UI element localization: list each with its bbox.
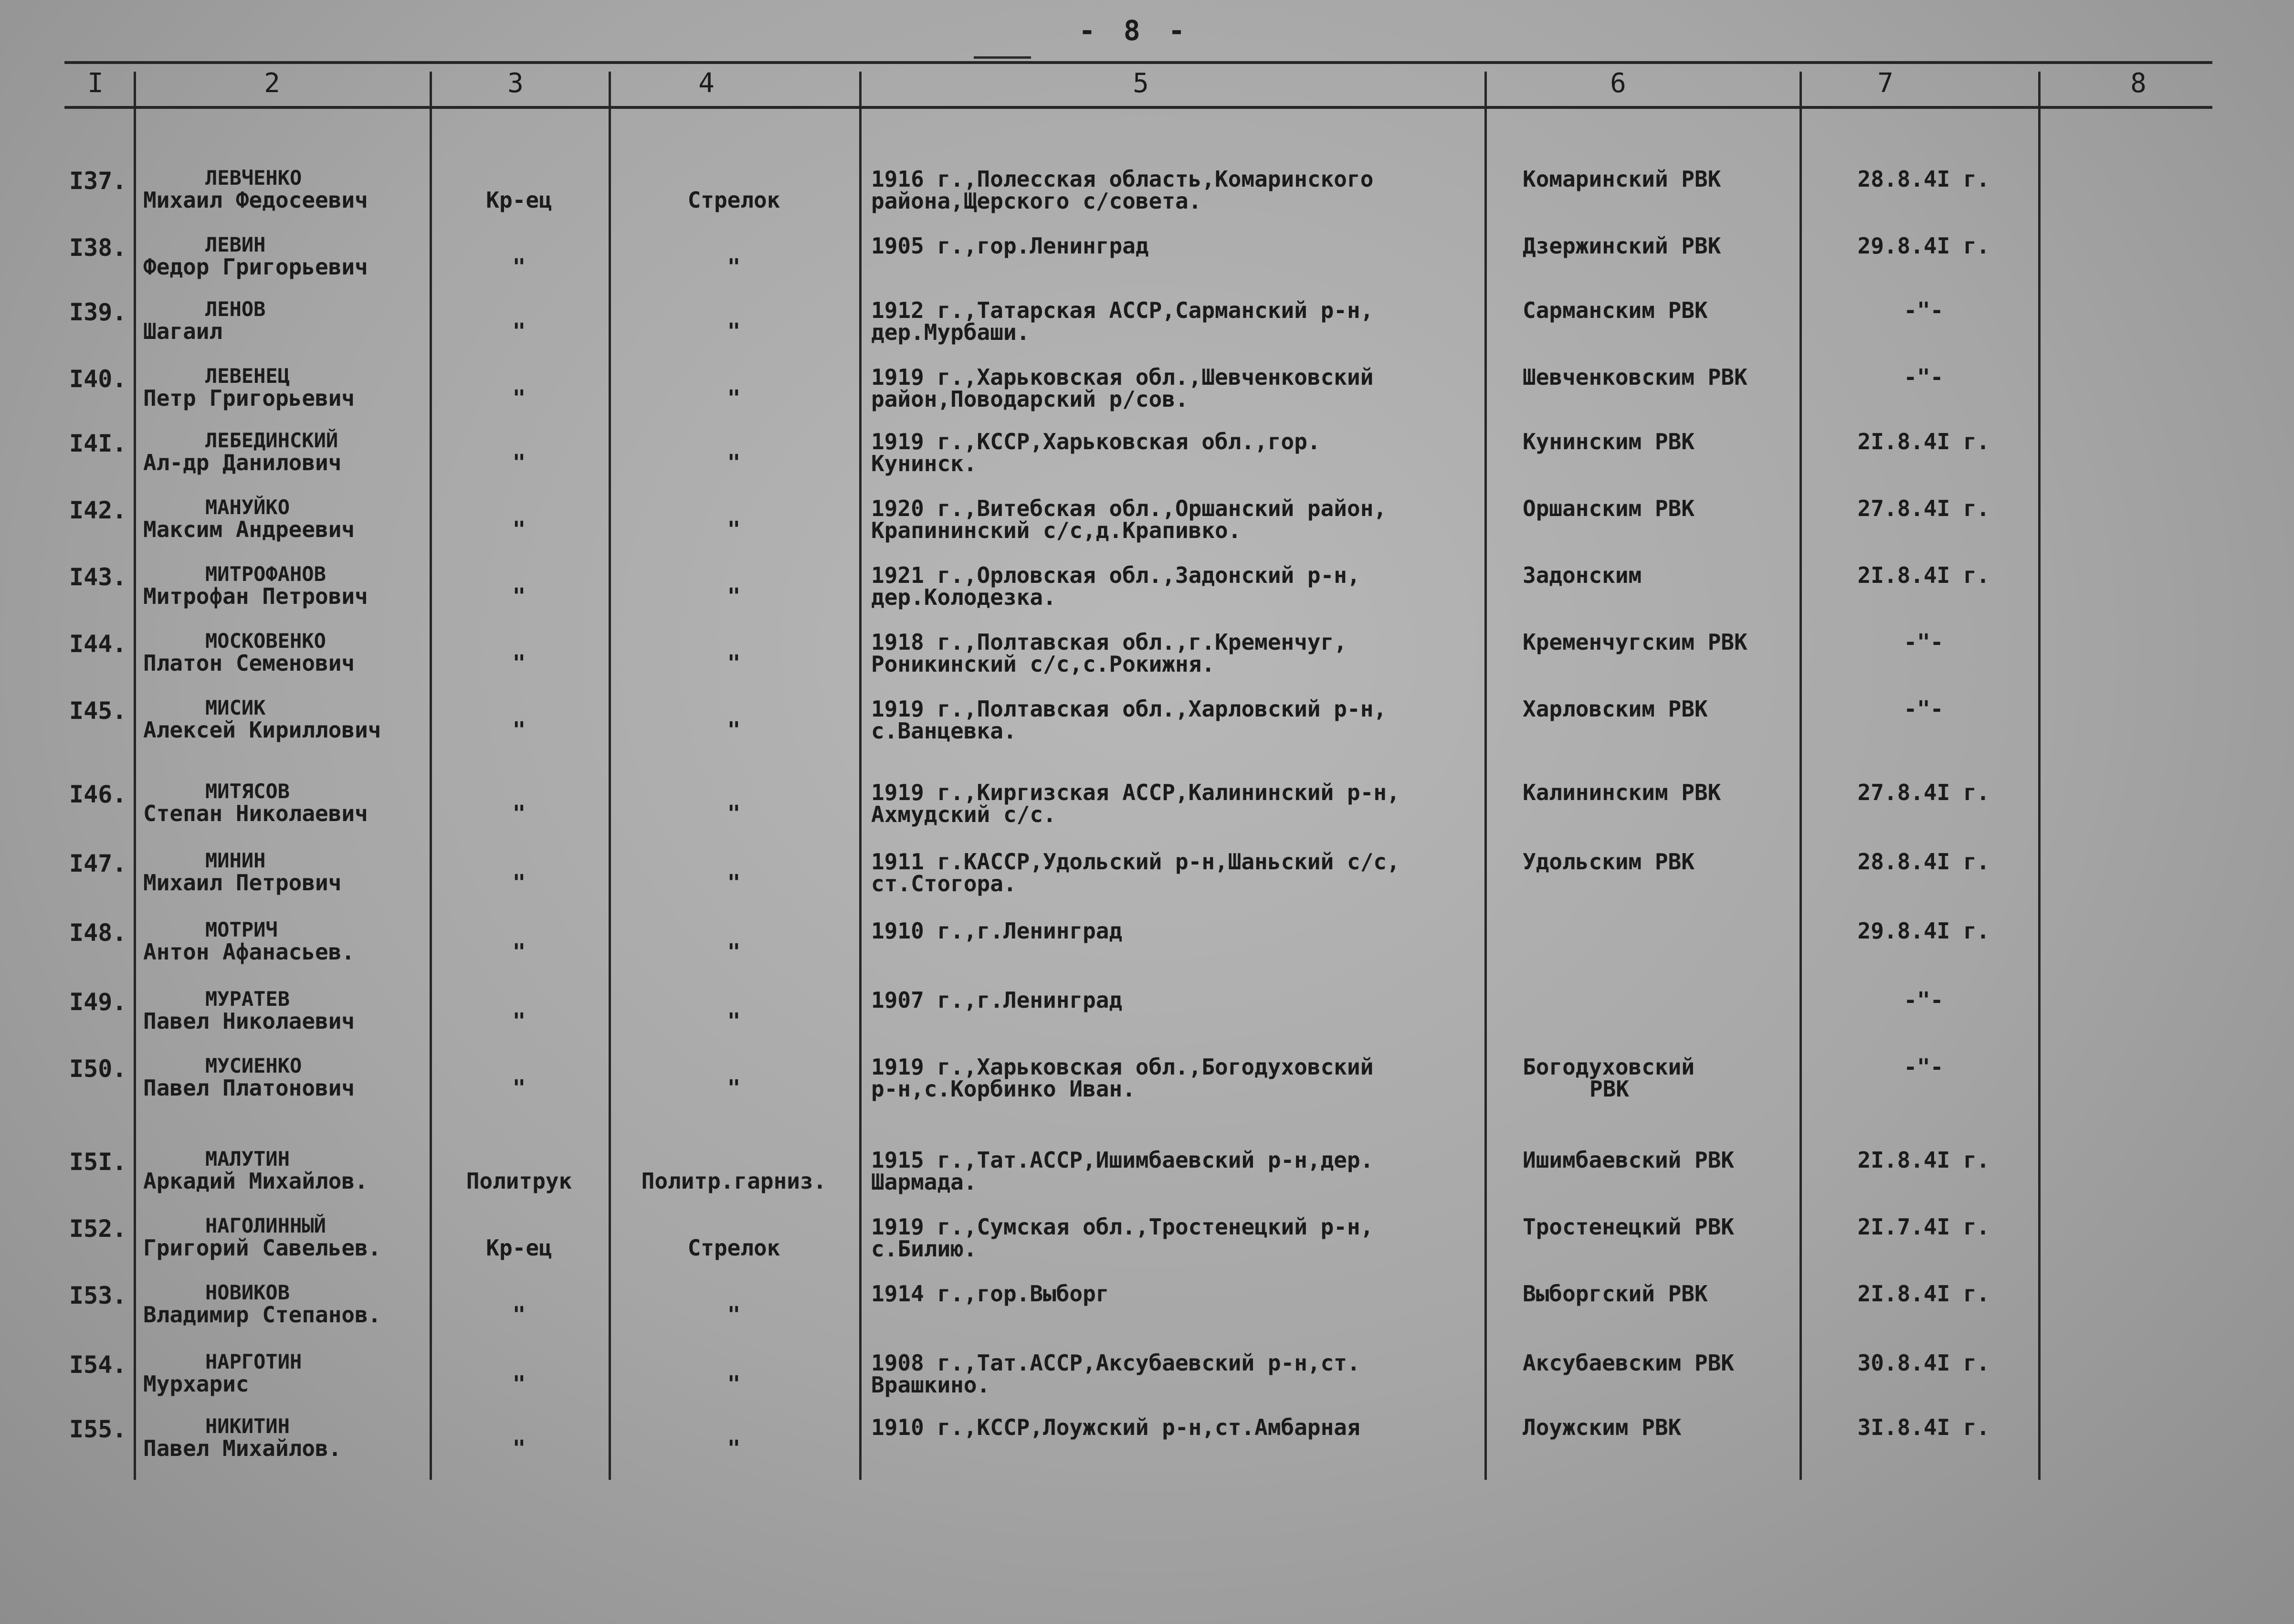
- draft-date: -"-: [1904, 1054, 1944, 1080]
- header-bottom-rule: [64, 106, 2212, 109]
- draft-date: 2I.8.4I г.: [1857, 429, 1990, 454]
- column-divider-2: [430, 72, 432, 1480]
- draft-office-line1: Калининским РВК: [1523, 780, 1721, 805]
- given-name: Владимир Степанов.: [143, 1302, 381, 1328]
- record-number: I44.: [69, 630, 127, 658]
- position: ": [727, 583, 741, 609]
- draft-date: -"-: [1904, 987, 1944, 1013]
- record-number: I49.: [69, 988, 127, 1016]
- position: ": [727, 717, 741, 743]
- birth-origin-line1: 1919 г.,Киргизская АССР,Калининский р-н,: [871, 780, 1400, 805]
- birth-origin-line1: 1921 г.,Орловская обл.,Задонский р-н,: [871, 562, 1360, 588]
- position: ": [727, 517, 741, 542]
- surname: ЛЕВЕНЕЦ: [205, 364, 290, 388]
- position: ": [727, 1075, 741, 1101]
- rank: ": [512, 318, 526, 344]
- record-number: I52.: [69, 1215, 127, 1243]
- birth-origin-line1: 1919 г.,Сумская обл.,Тростенецкий р-н,: [871, 1214, 1374, 1240]
- draft-date: -"-: [1904, 696, 1944, 722]
- birth-origin-line1: 1918 г.,Полтавская обл.,г.Кременчуг,: [871, 629, 1347, 655]
- given-name: Максим Андреевич: [143, 517, 355, 542]
- given-name: Мурхарис: [143, 1371, 249, 1397]
- page-number-underline: [974, 56, 1031, 59]
- birth-origin-line1: 1908 г.,Тат.АССР,Аксубаевский р-н,ст.: [871, 1350, 1360, 1376]
- birth-origin-line1: 1919 г.,Харьковская обл.,Богодуховский: [871, 1054, 1374, 1080]
- given-name: Платон Семенович: [143, 650, 355, 676]
- draft-date: 2I.8.4I г.: [1857, 562, 1990, 588]
- rank: ": [512, 517, 526, 542]
- given-name: Григорий Савельев.: [143, 1235, 381, 1261]
- column-divider-4: [859, 72, 862, 1480]
- position: ": [727, 650, 741, 676]
- surname: ЛЕВЧЕНКО: [205, 166, 302, 190]
- rank: ": [512, 1302, 526, 1328]
- birth-origin-line1: 1911 г.КАССР,Удольский р-н,Шаньский с/с,: [871, 849, 1400, 875]
- position: ": [727, 1435, 741, 1461]
- birth-origin-line2: Кунинск.: [871, 451, 977, 476]
- column-divider-3: [609, 72, 611, 1480]
- given-name: Федор Григорьевич: [143, 254, 368, 280]
- rank: ": [512, 1075, 526, 1101]
- rank: Политрук: [466, 1168, 572, 1194]
- record-number: I4I.: [69, 430, 127, 457]
- draft-office-line1: Задонским: [1523, 562, 1642, 588]
- draft-date: 2I.8.4I г.: [1857, 1147, 1990, 1173]
- column-header-5: 5: [1133, 68, 1149, 99]
- birth-origin-line1: 1910 г.,КССР,Лоужский р-н,ст.Амбарная: [871, 1414, 1360, 1440]
- record-number: I37.: [69, 167, 127, 195]
- rank: ": [512, 385, 526, 411]
- surname: НАГОЛИННЫЙ: [205, 1214, 326, 1237]
- header-top-rule: [64, 61, 2212, 64]
- surname: МУРАТЕВ: [205, 987, 290, 1011]
- page-number: - 8 -: [1079, 14, 1191, 47]
- rank: ": [512, 650, 526, 676]
- birth-origin-line1: 1912 г.,Татарская АССР,Сарманский р-н,: [871, 297, 1374, 323]
- given-name: Аркадий Михайлов.: [143, 1168, 368, 1194]
- given-name: Петр Григорьевич: [143, 385, 355, 411]
- surname: МАНУЙКО: [205, 496, 290, 519]
- draft-office-line1: Ишимбаевский РВК: [1523, 1147, 1735, 1173]
- surname: МИСИК: [205, 696, 266, 719]
- surname: ЛЕБЕДИНСКИЙ: [205, 429, 338, 452]
- position: ": [727, 254, 741, 280]
- surname: МАЛУТИН: [205, 1147, 290, 1171]
- record-number: I38.: [69, 234, 127, 262]
- rank: ": [512, 583, 526, 609]
- birth-origin-line2: Крапининский с/с,д.Крапивко.: [871, 517, 1242, 543]
- rank: ": [512, 870, 526, 896]
- record-number: I47.: [69, 850, 127, 877]
- surname: ЛЕНОВ: [205, 297, 266, 321]
- draft-office-line1: Тростенецкий РВК: [1523, 1214, 1735, 1240]
- surname: ЛЕВИН: [205, 233, 266, 256]
- draft-date: 3I.8.4I г.: [1857, 1414, 1990, 1440]
- draft-date: -"-: [1904, 629, 1944, 655]
- birth-origin-line1: 1919 г.,Харьковская обл.,Шевченковский: [871, 364, 1374, 390]
- birth-origin-line2: Врашкино.: [871, 1372, 990, 1398]
- rank: ": [512, 1435, 526, 1461]
- birth-origin-line2: Шармада.: [871, 1169, 977, 1195]
- given-name: Степан Николаевич: [143, 801, 368, 826]
- column-divider-1: [134, 72, 136, 1480]
- position: ": [727, 870, 741, 896]
- surname: МИНИН: [205, 849, 266, 872]
- given-name: Михаил Петрович: [143, 870, 342, 896]
- given-name: Антон Афанасьев.: [143, 939, 355, 965]
- column-header-3: 3: [507, 68, 524, 99]
- position: ": [727, 1302, 741, 1328]
- draft-date: 30.8.4I г.: [1857, 1350, 1990, 1376]
- draft-office-line1: Шевченковским РВК: [1523, 364, 1747, 390]
- column-divider-6: [1799, 72, 1802, 1480]
- surname: МУСИЕНКО: [205, 1054, 302, 1077]
- birth-origin-line1: 1907 г.,г.Ленинград: [871, 987, 1123, 1013]
- given-name: Михаил Федосеевич: [143, 187, 368, 213]
- position: ": [727, 450, 741, 475]
- record-number: I50.: [69, 1055, 127, 1083]
- draft-date: 27.8.4I г.: [1857, 780, 1990, 805]
- birth-origin-line2: с.Билию.: [871, 1236, 977, 1262]
- given-name: Ал-др Данилович: [143, 450, 342, 475]
- column-header-7: 7: [1877, 68, 1894, 99]
- birth-origin-line2: с.Ванцевка.: [871, 718, 1017, 744]
- draft-date: 2I.8.4I г.: [1857, 1281, 1990, 1307]
- given-name: Митрофан Петрович: [143, 583, 368, 609]
- birth-origin-line2: район,Поводарский р/сов.: [871, 386, 1189, 412]
- surname: НАРГОТИН: [205, 1350, 302, 1373]
- birth-origin-line1: 1915 г.,Тат.АССР,Ишимбаевский р-н,дер.: [871, 1147, 1374, 1173]
- birth-origin-line1: 1914 г.,гор.Выборг: [871, 1281, 1109, 1307]
- given-name: Алексей Кириллович: [143, 717, 381, 743]
- rank: Кр-ец: [486, 1235, 552, 1261]
- birth-origin-line2: Ахмудский с/с.: [871, 801, 1056, 827]
- given-name: Павел Михайлов.: [143, 1435, 342, 1461]
- birth-origin-line1: 1916 г.,Полесская область,Комаринского: [871, 166, 1374, 192]
- rank: ": [512, 1371, 526, 1397]
- draft-office-line1: Харловским РВК: [1523, 696, 1708, 722]
- draft-date: 29.8.4I г.: [1857, 233, 1990, 259]
- record-number: I5I.: [69, 1148, 127, 1176]
- birth-origin-line2: дер.Мурбаши.: [871, 319, 1030, 345]
- rank: ": [512, 801, 526, 826]
- draft-office-line1: Сарманским РВК: [1523, 297, 1708, 323]
- column-header-2: 2: [264, 68, 280, 99]
- column-header-8: 8: [2130, 68, 2147, 99]
- position: ": [727, 1371, 741, 1397]
- surname: МИТЯСОВ: [205, 780, 290, 803]
- position: Политр.гарниз.: [641, 1168, 827, 1194]
- draft-date: -"-: [1904, 297, 1944, 323]
- position: Стрелок: [687, 1235, 780, 1261]
- surname: МОСКОВЕНКО: [205, 629, 326, 653]
- record-number: I53.: [69, 1282, 127, 1309]
- draft-date: 2I.7.4I г.: [1857, 1214, 1990, 1240]
- given-name: Павел Платонович: [143, 1075, 355, 1101]
- draft-office-line1: Удольским РВК: [1523, 849, 1695, 875]
- given-name: Павел Николаевич: [143, 1008, 355, 1034]
- record-number: I40.: [69, 365, 127, 393]
- rank: Кр-ец: [486, 187, 552, 213]
- birth-origin-line2: Роникинский с/с,с.Рокижня.: [871, 651, 1215, 677]
- draft-date: 27.8.4I г.: [1857, 496, 1990, 521]
- rank: ": [512, 717, 526, 743]
- record-number: I45.: [69, 697, 127, 725]
- draft-date: -"-: [1904, 364, 1944, 390]
- draft-office-line1: Кунинским РВК: [1523, 429, 1695, 454]
- birth-origin-line1: 1905 г.,гор.Ленинград: [871, 233, 1149, 259]
- birth-origin-line2: дер.Колодезка.: [871, 584, 1056, 610]
- birth-origin-line1: 1919 г.,Полтавская обл.,Харловский р-н,: [871, 696, 1387, 722]
- draft-office-line1: Оршанским РВК: [1523, 496, 1695, 521]
- draft-office-line1: Выборгский РВК: [1523, 1281, 1708, 1307]
- record-number: I54.: [69, 1351, 127, 1379]
- rank: ": [512, 939, 526, 965]
- position: ": [727, 939, 741, 965]
- column-divider-7: [2038, 72, 2041, 1480]
- birth-origin-line1: 1919 г.,КССР,Харьковская обл.,гор.: [871, 429, 1321, 454]
- surname: МОТРИЧ: [205, 918, 278, 941]
- position: ": [727, 318, 741, 344]
- column-header-6: 6: [1610, 68, 1626, 99]
- draft-office-line1: Дзержинский РВК: [1523, 233, 1721, 259]
- position: ": [727, 1008, 741, 1034]
- given-name: Шагаил: [143, 318, 223, 344]
- column-header-1: I: [87, 68, 104, 99]
- column-divider-5: [1484, 72, 1487, 1480]
- draft-date: 28.8.4I г.: [1857, 166, 1990, 192]
- position: Стрелок: [687, 187, 780, 213]
- birth-origin-line2: ст.Стогора.: [871, 871, 1017, 896]
- draft-date: 28.8.4I г.: [1857, 849, 1990, 875]
- surname: НИКИТИН: [205, 1414, 290, 1438]
- position: ": [727, 385, 741, 411]
- record-number: I39.: [69, 298, 127, 326]
- record-number: I55.: [69, 1415, 127, 1443]
- surname: МИТРОФАНОВ: [205, 562, 326, 586]
- birth-origin-line1: 1910 г.,г.Ленинград: [871, 918, 1123, 944]
- draft-office-line1: Кременчугским РВК: [1523, 629, 1747, 655]
- record-number: I42.: [69, 496, 127, 524]
- draft-office-line1: Богодуховский: [1523, 1054, 1695, 1080]
- draft-office-line1: Комаринский РВК: [1523, 166, 1721, 192]
- birth-origin-line1: 1920 г.,Витебская обл.,Оршанский район,: [871, 496, 1387, 521]
- birth-origin-line2: района,Щерского с/совета.: [871, 188, 1202, 214]
- rank: ": [512, 1008, 526, 1034]
- position: ": [727, 801, 741, 826]
- record-number: I43.: [69, 563, 127, 591]
- draft-office-line2: РВК: [1589, 1076, 1630, 1102]
- draft-date: 29.8.4I г.: [1857, 918, 1990, 944]
- draft-office-line1: Лоужским РВК: [1523, 1414, 1682, 1440]
- surname: НОВИКОВ: [205, 1281, 290, 1304]
- record-number: I46.: [69, 780, 127, 808]
- birth-origin-line2: р-н,с.Корбинко Иван.: [871, 1076, 1136, 1102]
- rank: ": [512, 450, 526, 475]
- draft-office-line1: Аксубаевским РВК: [1523, 1350, 1735, 1376]
- record-number: I48.: [69, 919, 127, 947]
- rank: ": [512, 254, 526, 280]
- column-header-4: 4: [698, 68, 715, 99]
